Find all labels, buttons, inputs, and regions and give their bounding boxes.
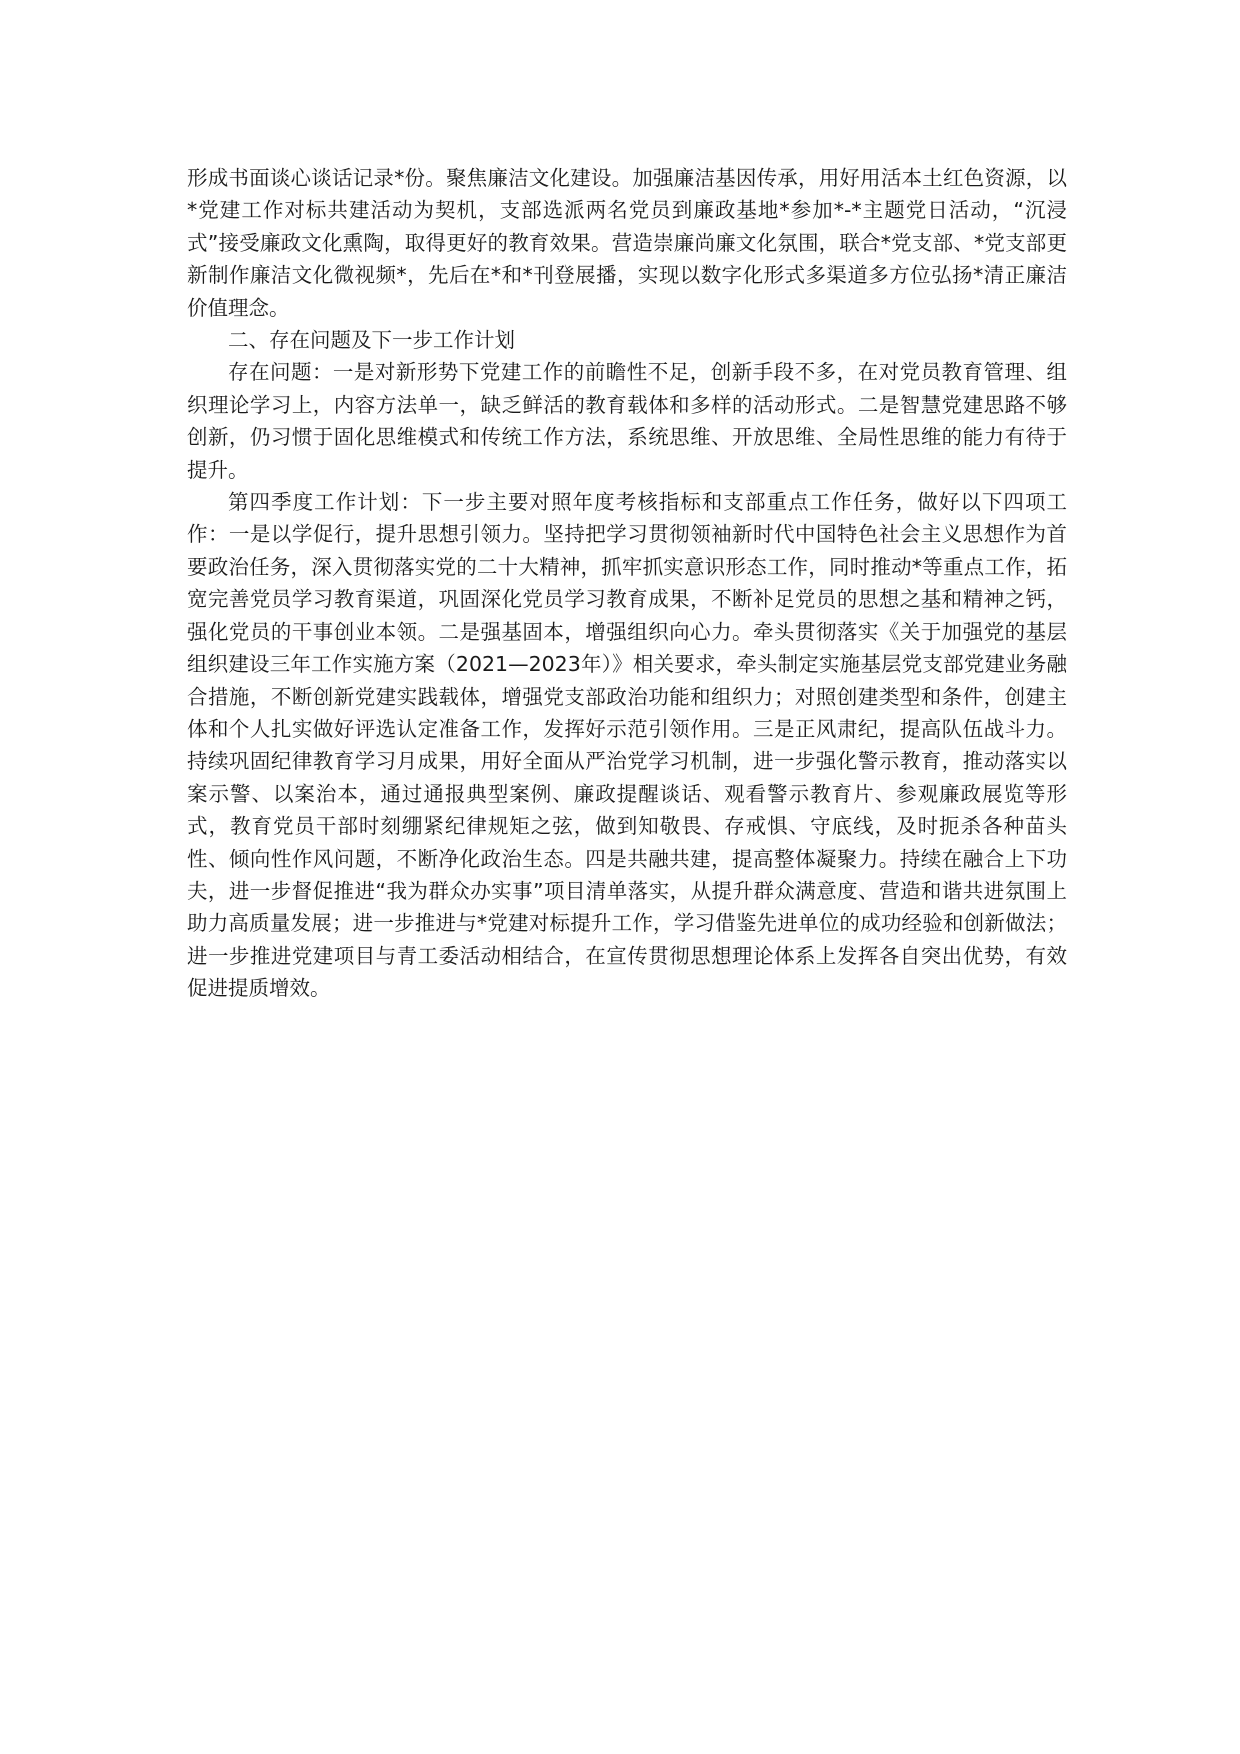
section-heading: 二、存在问题及下一步工作计划 (228, 328, 515, 353)
paragraph-culture-building: 形成书面谈心谈话记录*份。聚焦廉洁文化建设。加强廉洁基因传承，用好用活本土红色资源，以*党建工作对标共建活动为契机，支部选派两名党员到廉政基地*参加*-*主题党日活动，“沉浸式”接受廉政文化熏陶，取得更好的教育效果。营造崇廉尚廉文化氛围，联合*党支部、*党支部更新制作廉洁文化微视频*，先后在*和*刊登展播，实现以数字化形式多渠道多方位弘扬*清正廉洁价值理念。 (187, 166, 1067, 320)
document-body (187, 162, 1067, 1005)
paragraph-q4-work-plan: 第四季度工作计划：下一步主要对照年度考核指标和支部重点工作任务，做好以下四项工作：一是以学促行，提升思想引领力。坚持把学习贯彻领袖新时代中国特色社会主义思想作为首要政治任务，深入贯彻落实党的二十大精神，抓牢抓实意识形态工作，同时推动*等重点工作，拓宽完善党员学习教育渠道，巩固深化党员学习教育成果，不断补足党员的思想之基和精神之钙，强化党员的干事创业本领。二是强基固本，增强组织向心力。牵头贯彻落实《关于加强党的基层组织建设三年工作实施方案（2021—2023年）》相关要求，牵头制定实施基层党支部党建业务融合措施，不断创新党建实践载体，增强党支部政治功能和组织力；对照创建类型和条件，创建主体和个人扎实做好评选认定准备工作，发挥好示范引领作用。三是正风肃纪，提高队伍战斗力。持续巩固纪律教育学习月成果，用好全面从严治党学习机制，进一步强化警示教育，推动落实以案示警、以案治本，通过通报典型案例、廉政提醒谈话、观看警示教育片、参观廉政展览等形式，教育党员干部时刻绷紧纪律规矩之弦，做到知敬畏、存戒惧、守底线，及时扼杀各种苗头性、倾向性作风问题，不断净化政治生态。四是共融共建，提高整体凝聚力。持续在融合上下功夫，进一步督促推进“我为群众办实事”项目清单落实，从提升群众满意度、营造和谐共进氛围上助力高质量发展；进一步推进与*党建对标提升工作，学习借鉴先进单位的成功经验和创新做法；进一步推进党建项目与青工委活动相结合，在宣传贯彻思想理论体系上发挥各自突出优势，有效促进提质增效。 (187, 490, 1067, 1001)
paragraph-existing-problems: 存在问题：一是对新形势下党建工作的前瞻性不足，创新手段不多，在对党员教育管理、组织理论学习上，内容方法单一，缺乏鲜活的教育载体和多样的活动形式。二是智慧党建思路不够创新，仍习惯于固化思维模式和传统工作方法，系统思维、开放思维、全局性思维的能力有待于提升。 (187, 360, 1067, 482)
